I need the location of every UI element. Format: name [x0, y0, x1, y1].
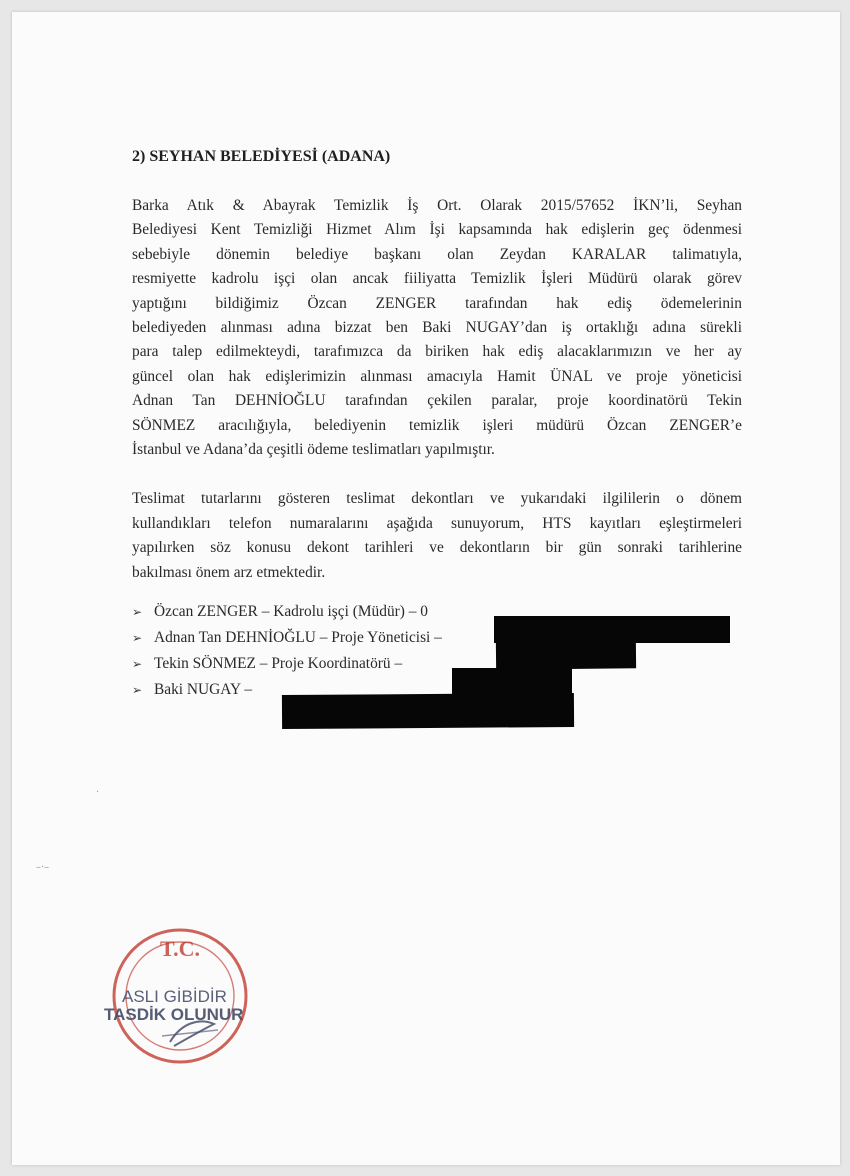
contact-text: Tekin SÖNMEZ – Proje Koordinatörü –	[154, 655, 403, 673]
paragraph-line: Teslimat tutarlarını gösteren teslimat dekontları ve yukarıdaki ilgililerin o dönem	[132, 490, 742, 508]
paragraph-line: güncel olan hak edişlerimizin alınması amacıyla Hamit ÜNAL ve proje yöneticisi	[132, 367, 742, 385]
contact-text: Baki NUGAY –	[154, 681, 253, 699]
contact-item-sonmez	[132, 651, 742, 677]
paragraph-line: para talep edilmekteydi, tarafımızca da biriken hak ediş alacaklarımızın ve her ay	[132, 343, 742, 361]
paragraph-line: yaptığını bildiğimiz Özcan ZENGER tarafından hak ediş ödemelerinin	[132, 294, 742, 312]
paragraph-line: belediyeden alınması adına bizzat ben Baki NUGAY’dan iş ortaklığı adına sürekli	[132, 319, 742, 337]
paragraph-line: Adnan Tan DEHNİOĞLU tarafından çekilen paralar, proje koordinatörü Tekin	[132, 392, 742, 410]
section-heading: 2) SEYHAN BELEDİYESİ (ADANA)	[132, 148, 391, 165]
paragraph-line: SÖNMEZ aracılığıyla, belediyenin temizlik işleri müdürü Özcan ZENGER’e	[132, 416, 742, 434]
paragraph-line: kullandıkları telefon numaralarını aşağıda sunuyorum, HTS kayıtları eşleştirmeleri	[132, 514, 742, 532]
contact-list	[132, 599, 742, 703]
paragraph-line: resmiyette kadrolu işçi olan ancak fiiliyatta Temizlik İşleri Müdürü olarak görev	[132, 270, 742, 288]
paragraph-line: sebebiyle dönemin belediye başkanı olan Zeydan KARALAR talimatıyla,	[132, 245, 742, 263]
official-stamp	[100, 918, 260, 1068]
paragraph-line: bakılması önem arz etmektedir.	[132, 563, 326, 581]
contact-text: Özcan ZENGER – Kadrolu işçi (Müdür) – 0	[154, 603, 428, 621]
paragraph-payment-details	[132, 194, 742, 462]
stamp-seal-text: T.C.	[160, 936, 200, 961]
redaction-block	[494, 616, 730, 643]
paragraph-gap	[132, 462, 742, 487]
redaction-block	[282, 693, 574, 729]
arrow-bullet-icon: ➢	[132, 683, 143, 698]
paragraph-line: İstanbul ve Adana’da çeşitli ödeme teslimatları yapılmıştır.	[132, 441, 495, 459]
document-page	[12, 12, 840, 1165]
paragraph-line: Belediyesi Kent Temizliği Hizmet Alım İşi kapsamında hak edişlerin geç ödenmesi	[132, 221, 742, 239]
stamp-line-1: ASLI GİBİDİR	[122, 987, 227, 1006]
contact-text: Adnan Tan DEHNİOĞLU – Proje Yöneticisi –	[154, 629, 442, 647]
scan-speck: –·–	[36, 862, 50, 873]
arrow-bullet-icon: ➢	[132, 605, 143, 620]
scan-speck: ·	[96, 787, 100, 798]
arrow-bullet-icon: ➢	[132, 657, 143, 672]
paragraph-hts-request	[132, 487, 742, 585]
redaction-block	[452, 668, 572, 696]
paragraph-line: yapılırken söz konusu dekont tarihleri ve dekontların bir gün sonraki tarihlerine	[132, 539, 742, 557]
paragraph-line: Barka Atık & Abayrak Temizlik İş Ort. Olarak 2015/57652 İKN’li, Seyhan	[132, 197, 742, 214]
redaction-block	[496, 640, 636, 669]
arrow-bullet-icon: ➢	[132, 631, 143, 646]
stamp-line-2: TASDİK OLUNUR	[104, 1005, 244, 1024]
